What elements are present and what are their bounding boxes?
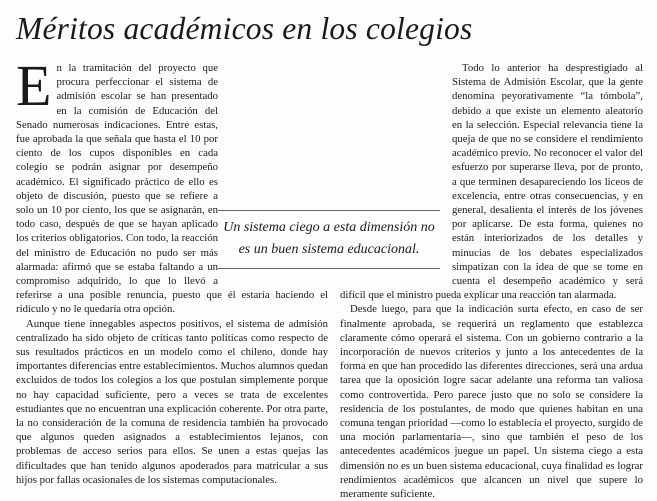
article-title: Méritos académicos en los colegios — [16, 11, 473, 46]
article-column-left — [16, 53, 328, 491]
article-column-right — [340, 61, 643, 501]
article-paragraph-2: Aunque tiene innegables aspectos positivos, el sistema de admisión centralizado ha sido objeto de críticas tanto políticas como respecto de sus resultados prácticos en un modelo como el chileno, donde hay importantes diferencias entre establecimientos. Muchos alumnos quedan excluidos de todos los colegios a los que postulan simplemente porque no hay capacidad suficiente, pero a veces se trata de excelentes estudiantes que no encuentran una explicación coherente. Por otra parte, la no consideración de la comuna de residencia también ha provocado que algunos queden asignados a establecimientos lejanos, con problemas de acceso serios para ellos. Se unen a estas quejas las dificultades que han tenido algunos apoderados para matricular a sus hijos por fallas ocasionales de los sistemas computacionales. — [16, 317, 328, 486]
article-paragraph-4: Desde luego, para que la indicación surta efecto, en caso de ser finalmente aprobada, se requerirá un reglamento que establezca claramente cómo operará el sistema. Con un gobierno contrario a la incorporación de nuevos criterios y junto a los antecedentes de la forma en que han procedido las diferentes direcciones, será una ardua tarea que la oposición logre sacar adelante una reforma tan valiosa como controvertida. Pero parece justo que no solo se considere la residencia de los postulantes, de modo que quienes habitan en una comuna tengan prioridad —como lo establecía el proyecto, surgido de una moción parlamentaria—, sino que también el peso de los antecedentes académicos juegue un papel. Un sistema ciego a esta dimensión no es un buen sistema educacional, cuya finalidad es lograr rendimientos académicos que alcancen un nivel que supere lo meramente suficiente. — [340, 303, 643, 501]
article-paragraph-3: Todo lo anterior ha desprestigiado al Sistema de Admisión Escolar, que la gente denomina peyorativamente “la tómbola”, debido a que existe un elemento aleatorio en la selección. Especial relevancia tiene la queja de que no se considere el rendimiento académico previo. No reconocer el valor del esfuerzo por superarse lleva, por de pronto, a que terminen desapareciendo los liceos de excelencia, entre otras consecuencias, y en general, desalienta el interés de los jóvenes por aplicarse. De esta forma, quienes no están interiorizados de los detalles y minucias de los debates especializados simpatizan con la idea de que se tome en cuenta el desempeño académico y será difícil que el ministro pueda explicar una reacción tan alarmada. — [340, 62, 643, 302]
drop-cap: E — [16, 53, 52, 118]
article-paragraph-1-text: n la tramitación del proyecto que procura perfeccionar el sistema de admisión escolar se han presentado en la comisión de Educación del Senado numerosas indicaciones. Entre estas, fue aprobada la que señala que hasta el 10 por ciento de los cupos disponibles en cada colegio se podrán asignar por desempeño académico. El significado práctico de ello es objeto de discusión, puesto que se refiere a solo un 10 por ciento, los que se asignarán, en todo caso, después de que se hayan aplicado los criterios obligatorios. Con todo, la reacción del ministro de Educación no pudo ser más alarmada: afirmó que se estaba faltando a un compromiso adquirido, lo que lo llevó a referirse a una posible renuncia, puesto que él estaría haciendo el ridículo y no le quedaría otra opción. — [16, 62, 328, 316]
pull-quote: Un sistema ciego a esta dimensión no es un buen sistema educacional. — [218, 210, 440, 269]
